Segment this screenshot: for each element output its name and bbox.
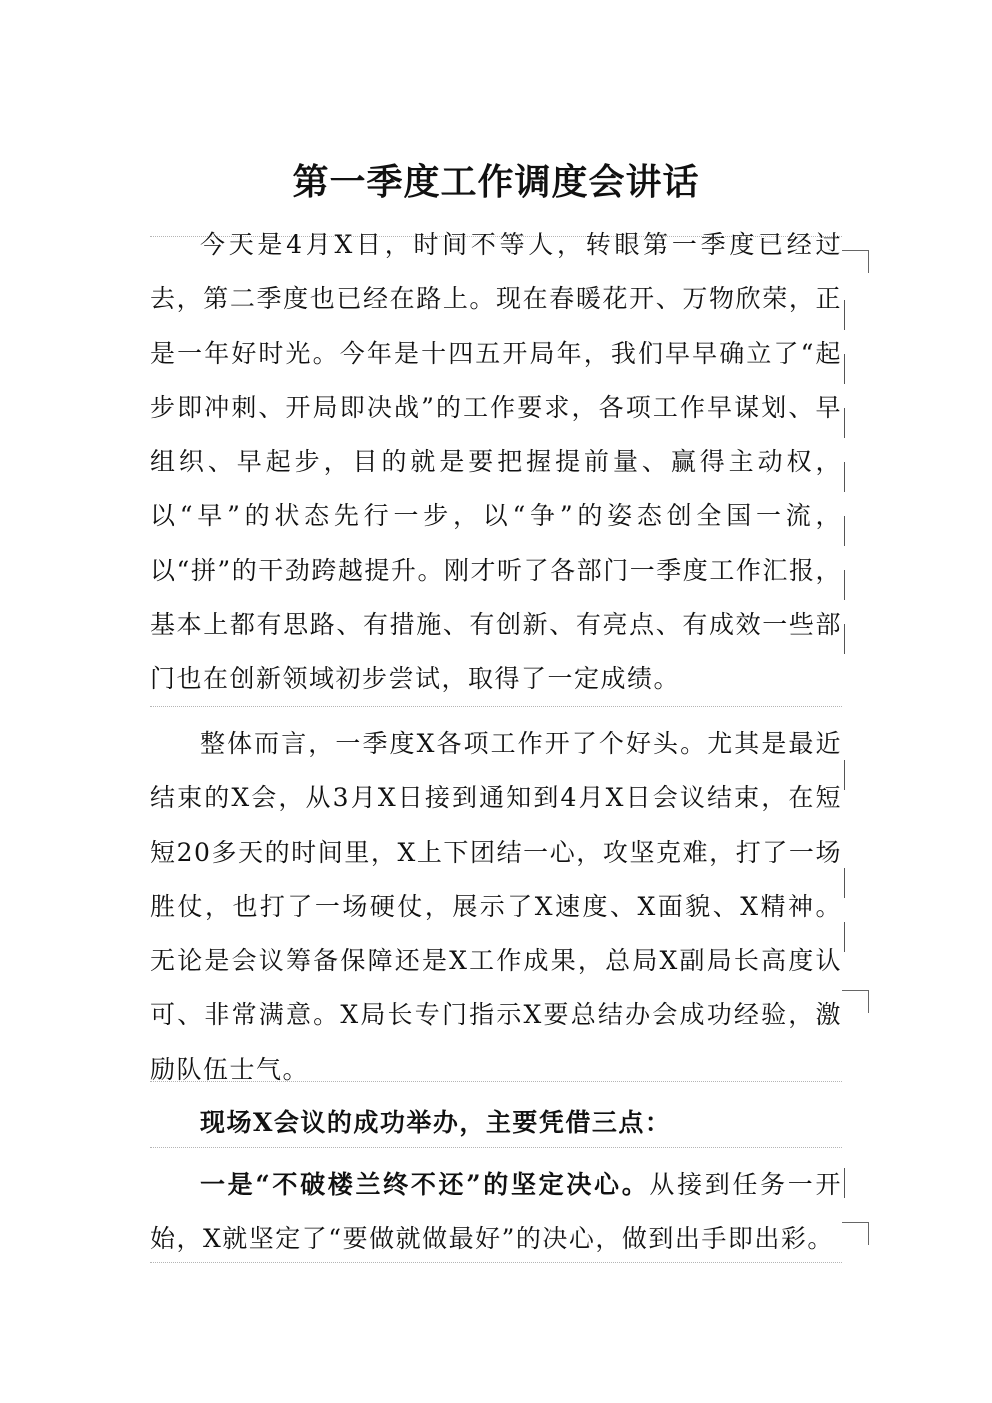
line-end-mark: [844, 624, 845, 654]
line-end-mark: [844, 1168, 845, 1198]
line-end-mark: [844, 516, 845, 546]
document-title: 第一季度工作调度会讲话: [292, 161, 700, 203]
text-boundary-corner: [842, 990, 869, 1013]
paragraph-2: 整体而言，一季度X各项工作开了个好头。尤其是最近结束的X会，从3月X日接到通知到4月X日会议结束，在短短20多天的时间里，X上下团结一心，攻坚克难，打了一场胜仗，也打了一场硬仗，展示了X速度、X面貌、X精神。无论是会议筹备保障还是X工作成果，总局X副局长高度认可、非常满意。X局长专门指示X要总结办会成功经验，激励队伍士气。: [150, 729, 842, 1084]
paragraph-3-body: 从接到任务一开始，X就坚定了“要做就做最好”的决心，做到出手即出彩。: [150, 1170, 842, 1254]
paragraph-1: 今天是4月X日，时间不等人，转眼第一季度已经过去，第二季度也已经在路上。现在春暖花开、万物欣荣，正是一年好时光。今年是十四五开局年，我们早早确立了“起步即冲刺、开局即决战”的工作要求，各项工作早谋划、早组织、早起步，目的就是要把握提前量、赢得主动权，以“早”的状态先行一步，以“争”的姿态创全国一流，以“拼”的干劲跨越提升。刚才听了各部门一季度工作汇报，基本上都有思路、有措施、有创新、有亮点、有成效一些部门也在创新领域初步尝试，取得了一定成绩。: [150, 230, 842, 694]
line-end-mark: [844, 300, 845, 330]
section-heading: 现场X会议的成功举办，主要凭借三点：: [200, 1108, 672, 1137]
line-end-mark: [844, 922, 845, 952]
text-boundary-corner: [842, 1222, 869, 1245]
line-end-mark: [844, 354, 845, 384]
paragraph-divider: [150, 1262, 842, 1263]
line-end-mark: [844, 868, 845, 898]
paragraph-3-lead: 一是“不破楼兰终不还”的坚定决心。: [200, 1170, 650, 1199]
line-end-mark: [844, 462, 845, 492]
paragraph-divider: [150, 1147, 842, 1148]
line-end-mark: [844, 760, 845, 790]
line-end-mark: [844, 408, 845, 438]
text-boundary-corner: [842, 250, 869, 273]
line-end-mark: [844, 570, 845, 600]
paragraph-divider: [150, 706, 842, 707]
paragraph-3: [150, 1158, 842, 1267]
paragraph-divider: [150, 1081, 842, 1082]
